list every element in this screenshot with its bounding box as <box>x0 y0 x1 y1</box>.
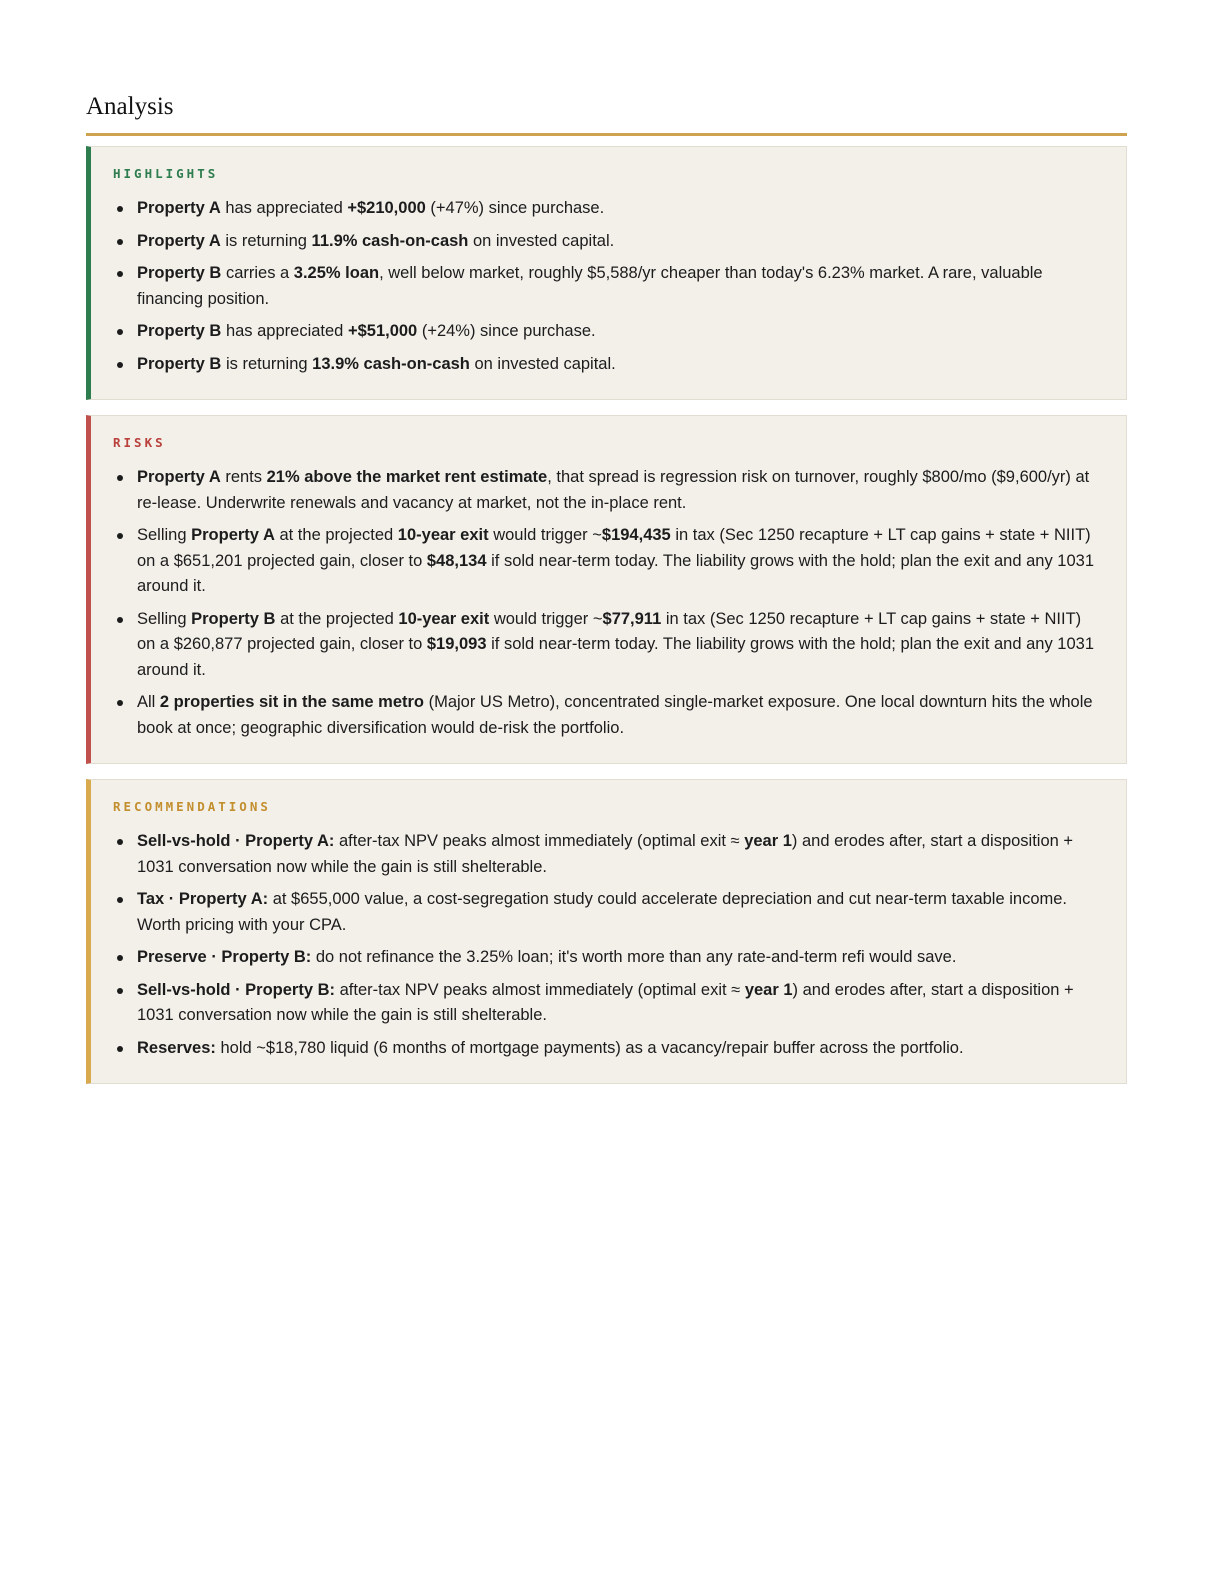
bullet-icon <box>117 533 123 539</box>
recommendation-item <box>113 1036 1100 1062</box>
highlight-figure: +$51,000 <box>347 322 418 340</box>
bullet-icon <box>117 955 123 961</box>
bullet-icon <box>117 617 123 623</box>
risk-text: at the projected <box>275 609 399 628</box>
recommendation-figure: year 1 <box>744 980 793 999</box>
risk-subject: Property A <box>191 526 275 544</box>
highlight-figure: 13.9% cash-on-cash <box>312 354 470 373</box>
highlight-text: , well below market, roughly $5,588/yr cheaper than today's 6.23% market. A rare, valuable financing position. <box>137 264 1043 308</box>
highlight-text: carries a <box>221 264 294 282</box>
highlight-text: on invested capital. <box>468 231 615 250</box>
highlight-item <box>113 352 1100 378</box>
recommendation-label: Preserve · Property B: <box>137 948 312 966</box>
risk-subject: Property B <box>191 609 276 628</box>
bullet-icon <box>117 839 123 845</box>
risk-item <box>113 523 1100 600</box>
bullet-icon <box>117 206 123 212</box>
bullet-icon <box>117 897 123 903</box>
recommendation-item <box>113 978 1100 1029</box>
risk-figure: 10-year exit <box>398 609 490 628</box>
risk-item <box>113 465 1100 516</box>
highlight-subject: Property B <box>137 264 222 282</box>
recommendation-text: ) and erodes after, start a disposition + 1031 conversation now while the gain is still shelterable. <box>137 832 1074 876</box>
bullet-icon <box>117 239 123 245</box>
recommendations-panel <box>86 779 1127 1084</box>
highlight-figure: +$210,000 <box>347 199 426 217</box>
highlight-figure: 11.9% cash-on-cash <box>311 231 469 250</box>
highlight-subject: Property B <box>137 322 222 340</box>
title-divider <box>86 133 1127 136</box>
highlight-item <box>113 229 1100 255</box>
recommendations-heading: RECOMMENDATIONS <box>113 799 271 814</box>
recommendation-label: Sell-vs-hold · Property A: <box>137 832 335 850</box>
risk-item <box>113 690 1100 741</box>
highlights-panel <box>86 146 1127 400</box>
analysis-page <box>86 0 1127 1099</box>
highlight-subject: Property A <box>137 231 221 250</box>
risk-text: (Major US Metro), concentrated single-market exposure. One local downturn hits the whole book at once; geographic diversification would de-risk the portfolio. <box>137 693 1093 737</box>
risk-text: All <box>137 693 160 711</box>
recommendation-label: Sell-vs-hold · Property B: <box>137 980 336 999</box>
recommendation-figure: year 1 <box>744 832 792 850</box>
risk-text: in tax (Sec 1250 recapture + LT cap gains + state + NIIT) on a $651,201 projected gain, closer to <box>137 526 1091 570</box>
highlight-subject: Property B <box>137 354 222 373</box>
bullet-icon <box>117 988 123 994</box>
recommendations-list <box>113 829 1100 1061</box>
risk-figure: $77,911 <box>602 609 662 628</box>
highlight-text: (+24%) since purchase. <box>417 322 596 340</box>
risk-figure: 10-year exit <box>397 526 489 544</box>
recommendation-text: at $655,000 value, a cost-segregation study could accelerate depreciation and cut near-term taxable income. Worth pricing with your CPA. <box>137 890 1068 934</box>
recommendation-text: after-tax NPV peaks almost immediately (optimal exit ≈ <box>335 980 745 999</box>
recommendation-label: Tax · Property A: <box>137 890 269 908</box>
recommendation-label: Reserves: <box>137 1038 216 1057</box>
highlight-item <box>113 196 1100 222</box>
highlight-text: has appreciated <box>221 322 348 340</box>
bullet-icon <box>117 271 123 277</box>
highlights-list <box>113 196 1100 377</box>
risk-text: in tax (Sec 1250 recapture + LT cap gains + state + NIIT) on a $260,877 projected gain, closer to <box>137 609 1082 653</box>
risk-text: would trigger ~ <box>489 609 603 628</box>
risk-figure: $19,093 <box>426 635 487 653</box>
bullet-icon <box>117 329 123 335</box>
highlight-item <box>113 261 1100 312</box>
risk-text: would trigger ~ <box>488 526 602 544</box>
risk-figure: $48,134 <box>426 551 487 570</box>
risk-text: Selling <box>137 609 192 628</box>
highlight-figure: 3.25% loan <box>293 264 380 282</box>
risks-list <box>113 465 1100 741</box>
highlight-text: on invested capital. <box>469 354 616 373</box>
bullet-icon <box>117 1046 123 1052</box>
highlight-text: is returning <box>221 354 313 373</box>
bullet-icon <box>117 700 123 706</box>
highlight-item <box>113 319 1100 345</box>
recommendation-text: do not refinance the 3.25% loan; it's worth more than any rate-and-term refi would save. <box>311 948 957 966</box>
highlight-text: (+47%) since purchase. <box>425 199 605 217</box>
risk-figure: 21% above the market rent estimate <box>266 468 548 486</box>
risk-figure: $194,435 <box>601 526 671 544</box>
recommendation-text: after-tax NPV peaks almost immediately (optimal exit ≈ <box>334 832 745 850</box>
risks-panel <box>86 415 1127 764</box>
highlights-heading: HIGHLIGHTS <box>113 166 219 181</box>
risk-subject: Property A <box>137 468 221 486</box>
recommendation-text: ) and erodes after, start a disposition + 1031 conversation now while the gain is still shelterable. <box>137 980 1074 1024</box>
recommendation-item <box>113 887 1100 938</box>
recommendation-text: hold ~$18,780 liquid (6 months of mortgage payments) as a vacancy/repair buffer across the portfolio. <box>215 1038 964 1057</box>
recommendation-item <box>113 945 1100 971</box>
risk-text: , that spread is regression risk on turnover, roughly $800/mo ($9,600/yr) at re-lease. Underwrite renewals and vacancy at market, not the in-place rent. <box>137 468 1090 512</box>
risk-item <box>113 607 1100 684</box>
bullet-icon <box>117 362 123 368</box>
highlight-text: has appreciated <box>220 199 348 217</box>
risk-text: if sold near-term today. The liability grows with the hold; plan the exit and any 1031 around it. <box>137 635 1095 679</box>
risk-text: rents <box>220 468 267 486</box>
risk-text: Selling <box>137 526 192 544</box>
risk-figure: 2 properties sit in the same metro <box>159 693 425 711</box>
risk-text: if sold near-term today. The liability grows with the hold; plan the exit and any 1031 around it. <box>137 551 1095 595</box>
recommendation-item <box>113 829 1100 880</box>
highlight-subject: Property A <box>137 199 221 217</box>
page-title: Analysis <box>86 93 174 120</box>
highlight-text: is returning <box>220 231 312 250</box>
risks-heading: RISKS <box>113 435 166 450</box>
bullet-icon <box>117 475 123 481</box>
risk-text: at the projected <box>274 526 398 544</box>
